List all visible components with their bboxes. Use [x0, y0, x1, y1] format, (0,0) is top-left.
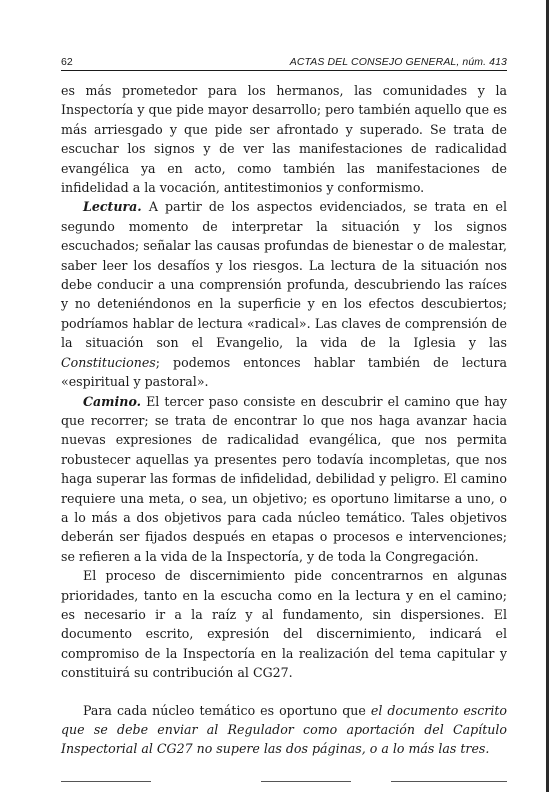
camino-heading: Camino.: [83, 393, 142, 409]
documento-italic: el documento escrito que se debe enviar al Regulador como aportación del Capítulo Inspectorial al CG27 no supere las dos páginas, o a lo más las tres.: [61, 702, 508, 757]
footer-scan-marks: [61, 781, 507, 783]
page-body: [61, 81, 507, 759]
page-number: 62: [61, 56, 73, 68]
paragraph-discernimiento: El proceso de discernimiento pide concentrarnos en algunas prioridades, tanto en la escucha como en la lectura y en el camino; es necesario ir a la raíz y al fundamento, sin dispersiones. El documento escrito, expresión del discernimiento, indicará el compromiso de la Inspectoría en la realización del tema capitular y constituirá su contribución al CG27.: [61, 568, 507, 681]
documento-text: Para cada núcleo temático es oportuno que: [83, 702, 371, 718]
paragraph-lectura: [61, 197, 507, 391]
camino-text: El tercer paso consiste en descubrir el camino que hay que recorrer; se trata de encontrar lo que nos haga avanzar hacia nuevas expresiones de radicalidad evangélica, que nos permita robustecer aquellas ya presentes pero todavía incompletas, que nos haga superar las formas de infidelidad, debilidad y peligro. El camino requiere una meta, o sea, un objetivo; es oportuno limitarse a uno, o a lo más a dos objetivos para cada núcleo temático. Tales objetivos deberán ser fijados después en etapas o procesos e intervenciones; se refieren a la vida de la Inspectoría, y de toda la Congregación.: [61, 393, 507, 564]
running-title: ACTAS DEL CONSEJO GENERAL, núm. 413: [289, 56, 507, 68]
lectura-text-b: ; podemos entonces hablar también de lectura «espiritual y pastoral».: [61, 354, 507, 390]
constituciones-italic: Constituciones: [61, 354, 156, 370]
lectura-heading: Lectura.: [83, 199, 142, 215]
paragraph-continuation: es más prometedor para los hermanos, las comunidades y la Inspectoría y que pide mayor desarrollo; pero también aquello que es más arriesgado y que pide ser afrontado y superado. Se trata de escuchar los signos y de ver las manifestaciones de radicalidad evangélica ya en acto, como también las manifestaciones de infidelidad a la vocación, antitestimonios y conformismo.: [61, 83, 507, 196]
header-rule: [61, 70, 507, 71]
paragraph-documento: [61, 701, 507, 759]
paragraph-camino: [61, 392, 507, 567]
running-header: [61, 53, 507, 71]
lectura-text-a: A partir de los aspectos evidenciados, se trata en el segundo momento de interpretar la situación y los signos escuchados; señalar las causas profundas de bienestar o de malestar, saber leer los desafíos y los riesgos. La lectura de la situación nos debe conducir a una comprensión profunda, descubriendo las raíces y no deteniéndonos en la superficie y en los efectos descubiertos; podríamos hablar de lectura «radical». Las claves de comprensión de la situación son el Evangelio, la vida de la Iglesia y las: [61, 199, 507, 351]
